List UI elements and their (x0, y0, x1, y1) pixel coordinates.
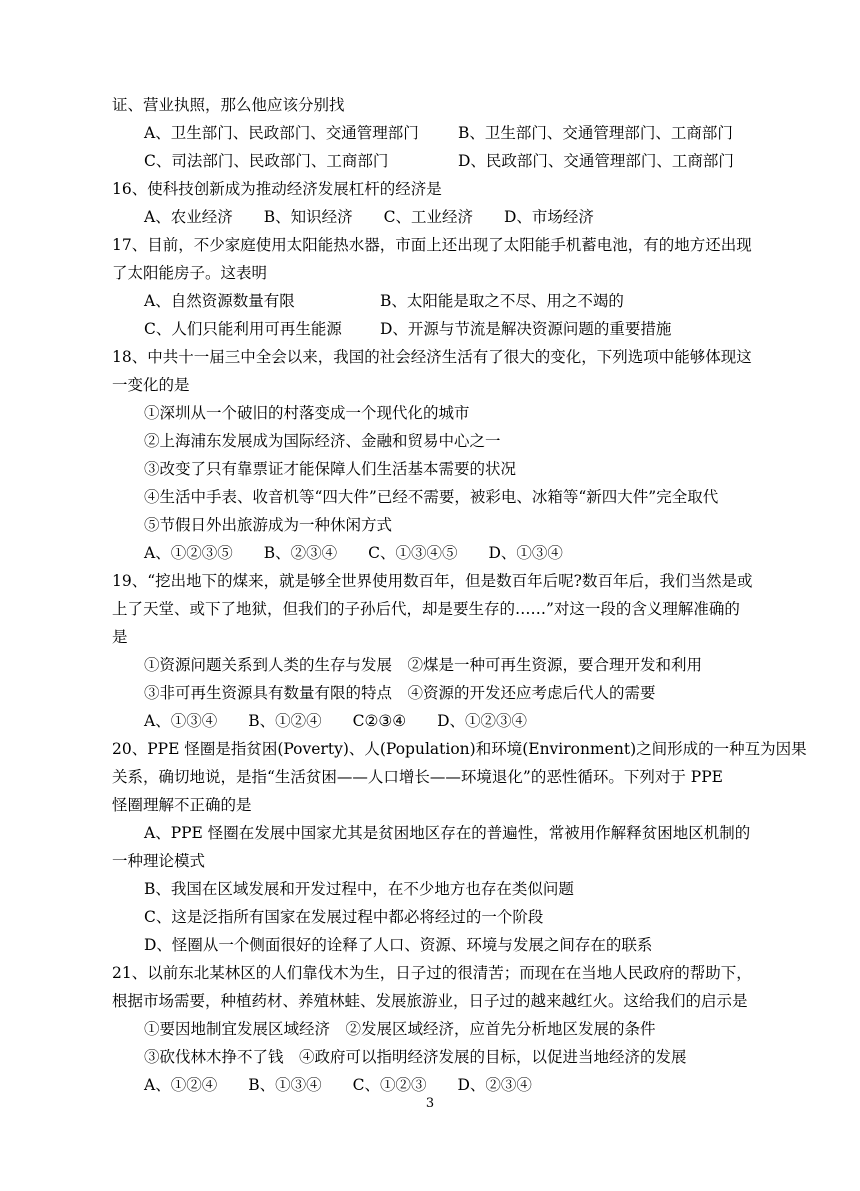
option-a: A、PPE 怪圈在发展中国家尤其是贫困地区存在的普遍性，常被用作解释贫困地区机制的 (144, 824, 751, 842)
question-21-cont: 根据市场需要，种植药材、养殖林蛙、发展旅游业，日子过的越来越红火。这给我们的启示是 (112, 992, 748, 1010)
statement-1: ①深圳从一个破旧的村落变成一个现代化的城市 (144, 404, 470, 422)
question-18-cont: 一变化的是 (112, 376, 190, 394)
question-21-options: A、①②④ B、①③④ C、①②③ D、②③④ (144, 1076, 532, 1094)
question-19: 19、“挖出地下的煤来，就是够全世界使用数百年，但是数百年后呢?数百年后，我们当然是或 (112, 572, 753, 590)
statement-1-2: ①要因地制宜发展区域经济 ②发展区域经济，应首先分析地区发展的条件 (144, 1020, 656, 1038)
question-16: 16、使科技创新成为推动经济发展杠杆的经济是 (112, 180, 442, 198)
statement-5: ⑤节假日外出旅游成为一种休闲方式 (144, 516, 393, 534)
option-a-cont: 一种理论模式 (112, 852, 206, 870)
question-17: 17、目前，不少家庭使用太阳能热水器，市面上还出现了太阳能手机蓄电池，有的地方还出现 (112, 236, 752, 254)
option-a: A、卫生部门、民政部门、交通管理部门 (144, 124, 419, 142)
question-19-cont: 是 (112, 628, 128, 646)
question-18: 18、中共十一届三中全会以来，我国的社会经济生活有了很大的变化，下列选项中能够体现这 (112, 348, 752, 366)
option-b: B、太阳能是取之不尽、用之不竭的 (380, 292, 624, 310)
option-c: C、人们只能利用可再生能源 (144, 320, 342, 338)
page-number: 3 (425, 1096, 435, 1111)
question-17-cont: 了太阳能房子。这表明 (112, 264, 268, 282)
option-d: D、民政部门、交通管理部门、工商部门 (458, 152, 734, 170)
statement-2: ②上海浦东发展成为国际经济、金融和贸易中心之一 (144, 432, 501, 450)
option-c: C、这是泛指所有国家在发展过程中都必将经过的一个阶段 (144, 908, 544, 926)
option-a: A、自然资源数量有限 (144, 292, 295, 310)
statement-3-4: ③砍伐林木挣不了钱 ④政府可以指明经济发展的目标，以促进当地经济的发展 (144, 1048, 687, 1066)
question-20-cont: 关系，确切地说，是指“生活贫困——人口增长——环境退化”的恶性循环。下列对于 PPE (112, 768, 723, 786)
question-20: 20、PPE 怪圈是指贫困(Poverty)、人(Population)和环境(Environment)之间形成的一种互为因果 (112, 740, 807, 758)
option-d: D、开源与节流是解决资源问题的重要措施 (380, 320, 672, 338)
question-19-options: A、①③④ B、①②④ C②③④ D、①②③④ (144, 712, 528, 730)
option-b: B、我国在区域发展和开发过程中，在不少地方也存在类似问题 (144, 880, 574, 898)
option-c: C、司法部门、民政部门、工商部门 (144, 152, 389, 170)
statement-3-4: ③非可再生资源具有数量有限的特点 ④资源的开发还应考虑后代人的需要 (144, 684, 656, 702)
statement-1-2: ①资源问题关系到人类的生存与发展 ②煤是一种可再生资源，要合理开发和利用 (144, 656, 703, 674)
option-b: B、卫生部门、交通管理部门、工商部门 (458, 124, 733, 142)
question-16-options: A、农业经济 B、知识经济 C、工业经济 D、市场经济 (144, 208, 594, 226)
question-19-cont: 上了天堂、或下了地狱，但我们的子孙后代，却是要生存的……”对这一段的含义理解准确的 (112, 600, 740, 618)
statement-4: ④生活中手表、收音机等“四大件”已经不需要，被彩电、冰箱等“新四大件”完全取代 (144, 488, 719, 506)
text-line: 证、营业执照，那么他应该分别找 (112, 96, 345, 114)
statement-3: ③改变了只有靠票证才能保障人们生活基本需要的状况 (144, 460, 517, 478)
question-20-cont: 怪圈理解不正确的是 (112, 796, 252, 814)
question-18-options: A、①②③⑤ B、②③④ C、①③④⑤ D、①③④ (144, 544, 563, 562)
option-d: D、怪圈从一个侧面很好的诠释了人口、资源、环境与发展之间存在的联系 (144, 936, 653, 954)
question-21: 21、以前东北某林区的人们靠伐木为生，日子过的很清苦；而现在在当地人民政府的帮助下， (112, 964, 752, 982)
